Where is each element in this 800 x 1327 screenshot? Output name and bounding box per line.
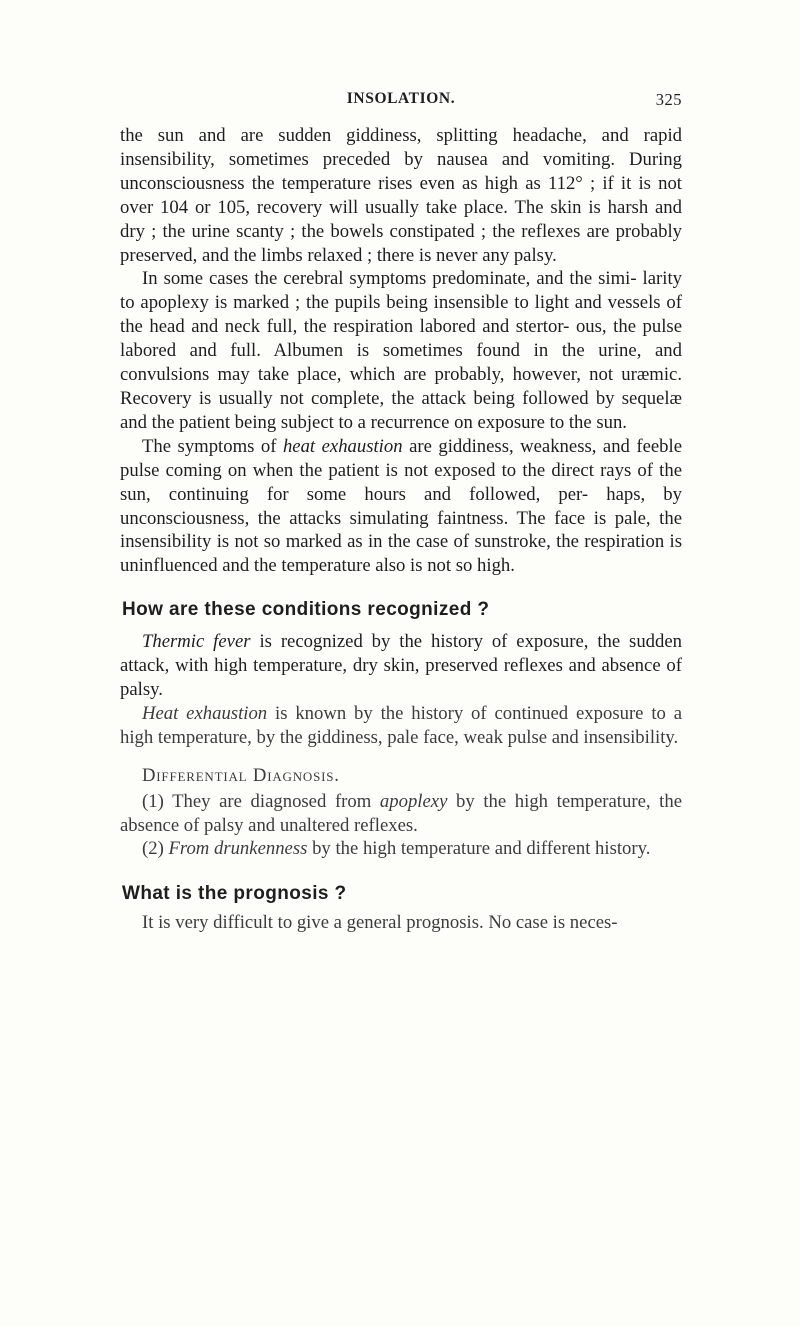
text-fragment: (1) They are diagnosed from xyxy=(142,790,380,812)
differential-diagnosis-heading: Differential Diagnosis. xyxy=(142,764,340,786)
text-fragment: is known by the history of continued exposure to a high temperature, by the giddiness, pale face, weak pulse and insensibility. xyxy=(120,702,683,748)
question-heading-recognition: How are these conditions recognized ? xyxy=(122,599,490,621)
paragraph-heat-exhaustion xyxy=(120,435,682,578)
differential-item-drunkenness xyxy=(120,837,682,861)
text-fragment: by the high temperature, the absence of palsy and unaltered reflexes. xyxy=(120,790,682,836)
body-text xyxy=(120,124,682,935)
term-thermic-fever: Thermic fever xyxy=(142,631,251,653)
term-drunkenness: From drunkenness xyxy=(168,838,308,860)
text-fragment: by the high temperature and different history. xyxy=(307,838,651,860)
running-title: INSOLATION. xyxy=(346,90,456,107)
paragraph-symptoms-continued: the sun and are sudden giddiness, splitting headache, and rapid insensibility, sometimes preceded by nausea and vomiting. During unconsciousness the temperature rises even as high as 112° ; if it is not over 104 or 105, recovery will usually take place. The skin is harsh and dry ; the urine scanty ; the bowels constipated ; the reflexes are probably preserved, and the limbs relaxed ; there is never any palsy. xyxy=(120,125,682,266)
page-number: 325 xyxy=(655,90,682,109)
paragraph-cerebral-symptoms: In some cases the cerebral symptoms predominate, and the simi- larity to apoplexy is marked ; the pupils being insensible to light and vessels of the head and neck full, the respiration labored and stertor- ous, the pulse labored and full. Albumen is sometimes found in the urine, and convulsions may take place, which are probably, however, not uræmic. Recovery is usually not complete, the attack being followed by sequelæ and the patient being subject to a recurrence on exposure to the sun. xyxy=(120,268,682,433)
text-fragment: are giddiness, weakness, and feeble pulse coming on when the patient is not exposed to the direct rays of the sun, continuing for some hours and followed, per- haps, by unconsciousness, the attacks simulating faintness. The face is pale, the insensibility is not so marked as in the case of sunstroke, the respiration is uninfluenced and the temperature also is not so high. xyxy=(120,435,683,577)
running-head xyxy=(120,90,682,116)
paragraph-prognosis: It is very difficult to give a general prognosis. No case is neces- xyxy=(142,912,618,934)
term-heat-exhaustion: heat exhaustion xyxy=(282,435,403,457)
term-heat-exhaustion: Heat exhaustion xyxy=(142,702,268,724)
term-apoplexy: apoplexy xyxy=(379,790,448,812)
paragraph-heat-exhaustion-recognition xyxy=(120,702,682,750)
text-fragment: (2) xyxy=(142,838,169,860)
paragraph-thermic-fever xyxy=(120,630,682,702)
text-fragment: is recognized by the history of exposure, the sudden attack, with high temperature, dry skin, preserved reflexes and absence of palsy. xyxy=(120,631,682,701)
text-fragment: The symptoms of xyxy=(142,435,283,457)
question-heading-prognosis: What is the prognosis ? xyxy=(122,883,347,905)
differential-item-apoplexy xyxy=(120,790,682,838)
